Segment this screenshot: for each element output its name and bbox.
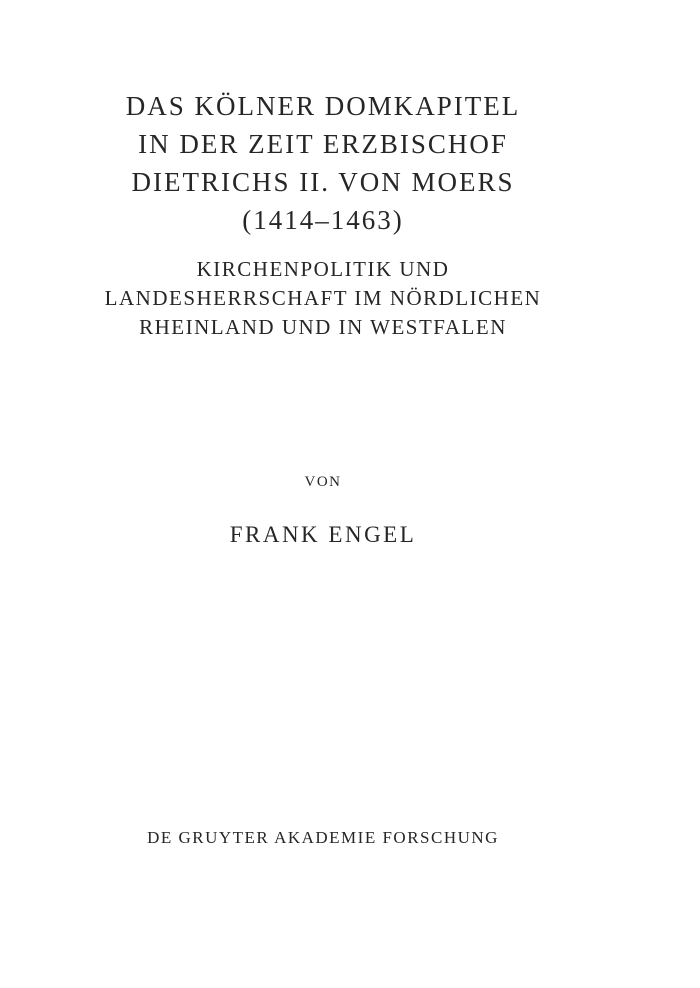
subtitle-line-1: KIRCHENPOLITIK UND [196,257,450,281]
title-line-3: DIETRICHS II. VON MOERS [131,167,515,197]
title-line-1: DAS KÖLNER DOMKAPITEL [125,91,521,121]
publisher-imprint: DE GRUYTER AKADEMIE FORSCHUNG [147,828,499,847]
title-line-years: (1414–1463) [242,205,404,235]
byline: VON [304,474,342,490]
author-name: FRANK ENGEL [229,522,417,547]
subtitle-line-3: RHEINLAND UND IN WESTFALEN [139,315,507,339]
book-title [0,87,646,239]
title-line-2: IN DER ZEIT ERZBISCHOF [138,129,508,159]
subtitle-line-2: LANDESHERRSCHAFT IM NÖRDLICHEN [104,286,542,310]
book-subtitle [0,255,646,342]
